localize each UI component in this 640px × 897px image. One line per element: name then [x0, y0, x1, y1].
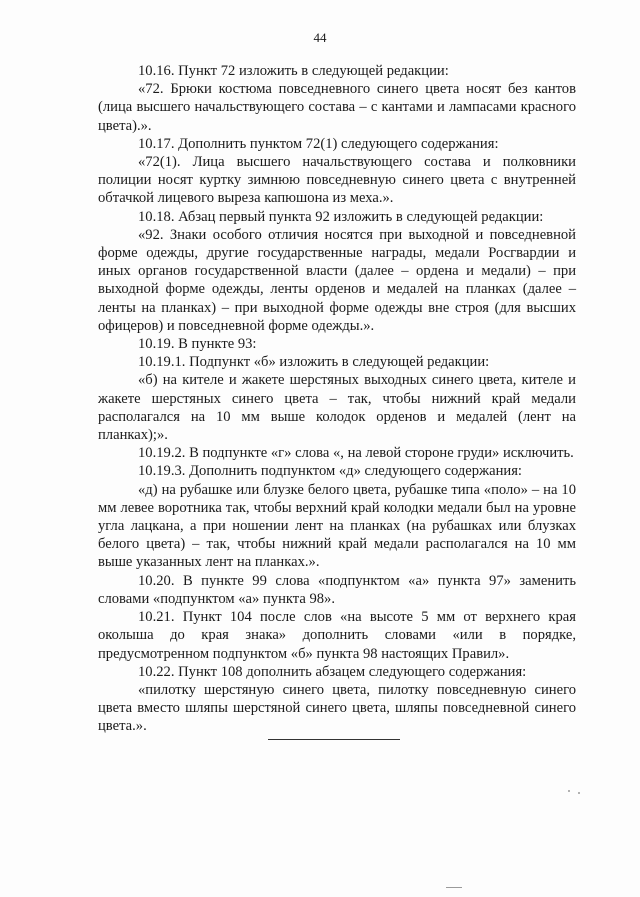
paragraph-quote-72-1: «72(1). Лица высшего начальствующего состава и полковники полиции носят куртку зимнюю повседневную синего цвета с внутренней обтачкой лицевого выреза капюшона из меха.».	[98, 154, 576, 207]
page-number: 44	[313, 30, 327, 45]
scan-speck	[446, 887, 462, 888]
paragraph-10-19-2: 10.19.2. В подпункте «г» слова «, на левой стороне груди» исключить.	[138, 445, 574, 462]
paragraph-quote-72: «72. Брюки костюма повседневного синего цвета носят без кантов (лица высшего начальствующего состава – с кантами и лампасами красного цвета).».	[98, 81, 576, 134]
paragraph-quote-b: «б) на кителе и жакете шерстяных выходных синего цвета, кителе и жакете шерстяных синего цвета – так, чтобы нижний край медали располагался на 10 мм выше колодок орденов и медалей (лент на планках);».	[98, 372, 576, 444]
paragraph-10-16: 10.16. Пункт 72 изложить в следующей редакции:	[138, 63, 449, 79]
paragraph-10-20: 10.20. В пункте 99 слова «подпунктом «а» пункта 97» заменить словами «подпунктом «а» пункта 98».	[98, 572, 576, 607]
paragraph-10-21: 10.21. Пункт 104 после слов «на высоте 5 мм от верхнего края околыша до края знака» дополнить словами «или в порядке, предусмотренном подпунктом «б» пункта 98 настоящих Правил».	[98, 609, 576, 662]
paragraph-quote-108: «пилотку шерстяную синего цвета, пилотку повседневную синего цвета вместо шляпы шерстяной синего цвета, шляпы повседневной синего цвета.».	[98, 681, 576, 735]
paragraph-quote-d: «д) на рубашке или блузке белого цвета, рубашке типа «поло» – на 10 мм левее воротника так, чтобы верхний край колодки медали был на уровне угла лацкана, а при ношении лент на планках (на рубашках или блузках белого цвета) – так, чтобы нижний край медали располагался на 10 мм выше указанных лент на планках.».	[98, 481, 576, 571]
paragraph-10-22: 10.22. Пункт 108 дополнить абзацем следующего содержания:	[138, 663, 527, 680]
paragraph-10-17: 10.17. Дополнить пунктом 72(1) следующего содержания:	[138, 135, 499, 152]
paragraph-10-19-1: 10.19.1. Подпункт «б» изложить в следующей редакции:	[138, 354, 490, 371]
paragraph-quote-92: «92. Знаки особого отличия носятся при выходной и повседневной форме одежды, другие государственные награды, медали Росгвардии и иных органов государственной власти (далее – ордена и медали) – при выходной форме одежды, ленты орденов и медалей на планках (далее – ленты на планках) – при выходной форме одежды вне строя (для высших офицеров) и повседневной форме одежды.».	[98, 226, 576, 334]
scan-speck	[578, 792, 580, 794]
paragraph-10-19: 10.19. В пункте 93:	[138, 336, 257, 353]
paragraph-10-18: 10.18. Абзац первый пункта 92 изложить в следующей редакции:	[138, 208, 544, 225]
end-separator-line	[268, 739, 400, 740]
document-body	[98, 62, 576, 736]
paragraph-10-19-3: 10.19.3. Дополнить подпунктом «д» следующего содержания:	[138, 463, 522, 480]
scan-speck	[568, 790, 570, 792]
